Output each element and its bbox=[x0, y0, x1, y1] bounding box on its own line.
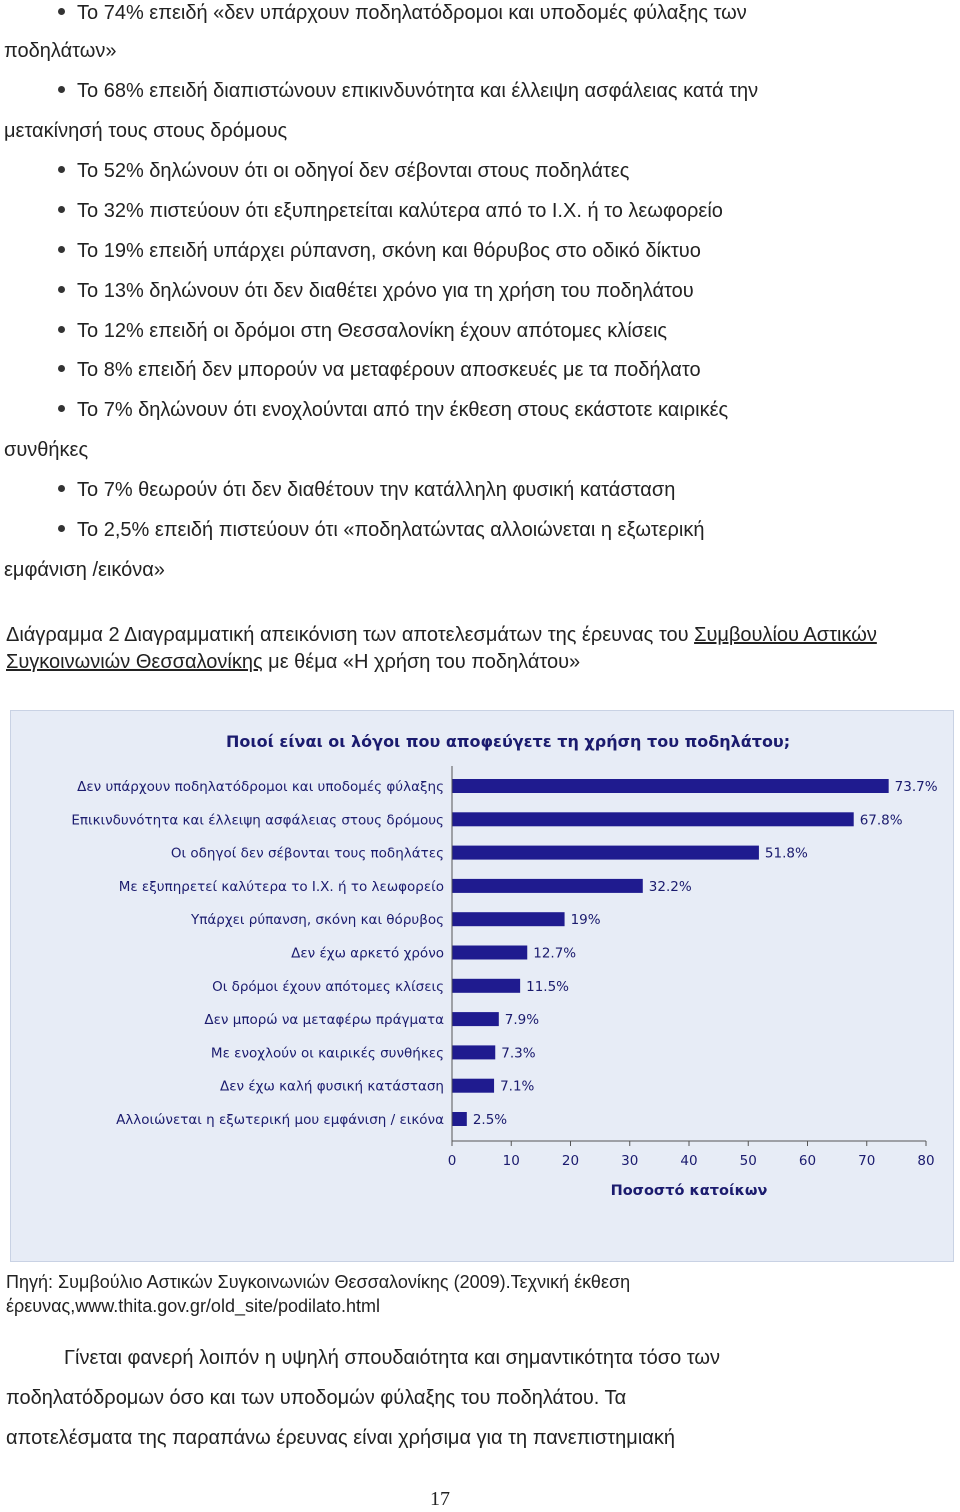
bar bbox=[452, 779, 889, 793]
category-label: Δεν υπάρχουν ποδηλατόδρομοι και υποδομές φύλαξης bbox=[77, 779, 444, 795]
category-label: Με ενοχλούν οι καιρικές συνθήκες bbox=[210, 1045, 444, 1062]
category-label: Επικινδυνότητα και έλλειψη ασφάλειας στους δρόμους bbox=[71, 812, 444, 829]
bullet-item: Το 74% επειδή «δεν υπάρχουν ποδηλατόδρομοι και υποδομές φύλαξης των bbox=[58, 0, 747, 26]
bar-chart-panel bbox=[10, 710, 954, 1262]
page-number: 17 bbox=[430, 1488, 450, 1510]
bar bbox=[452, 1045, 495, 1059]
bar bbox=[452, 879, 643, 893]
bar bbox=[452, 1012, 499, 1026]
bar bbox=[452, 979, 520, 993]
paragraph-line: ποδηλατόδρομων όσο και των υποδομών φύλαξης του ποδηλάτου. Τα bbox=[6, 1387, 627, 1409]
bullet-item: Το 12% επειδή οι δρόμοι στη Θεσσαλονίκη έχουν απότομες κλίσεις bbox=[58, 318, 667, 344]
category-label: Με εξυπηρετεί καλύτερα το Ι.Χ. ή το λεωφορείο bbox=[118, 878, 444, 895]
x-axis-label: Ποσοστό κατοίκων bbox=[610, 1183, 768, 1199]
caption-link[interactable]: Συμβουλίου Αστικών Συγκοινωνιών Θεσσαλονίκης bbox=[6, 624, 877, 673]
paragraph-line: αποτελέσματα της παραπάνω έρευνας είναι χρήσιμα για τη πανεπιστημιακή bbox=[6, 1427, 675, 1449]
bullet-item: Το 8% επειδή δεν μπορούν να μεταφέρουν αποσκευές με τα ποδήλατο bbox=[58, 357, 701, 383]
x-tick-label: 70 bbox=[858, 1153, 876, 1169]
bar bbox=[452, 946, 527, 960]
caption-text-end: με θέμα «Η χρήση του ποδηλάτου» bbox=[262, 651, 581, 673]
bullet-item: Το 13% δηλώνουν ότι δεν διαθέτει χρόνο για τη χρήση του ποδηλάτου bbox=[58, 278, 694, 304]
bullet-continuation: εμφάνιση /εικόνα» bbox=[4, 559, 165, 581]
bullet-item: Το 7% δηλώνουν ότι ενοχλούνται από την έκθεση στους εκάστοτε καιρικές bbox=[58, 397, 728, 423]
category-label: Αλλοιώνεται η εξωτερική μου εμφάνιση / εικόνα bbox=[116, 1112, 444, 1128]
data-label: 19% bbox=[570, 912, 601, 929]
x-tick-label: 50 bbox=[739, 1153, 757, 1169]
data-label: 51.8% bbox=[764, 845, 808, 862]
bullet-dot-icon bbox=[58, 405, 65, 412]
bar bbox=[452, 912, 565, 926]
data-label: 12.7% bbox=[533, 945, 577, 962]
category-label: Δεν έχω καλή φυσική κατάσταση bbox=[220, 1078, 444, 1095]
paragraph-line: Γίνεται φανερή λοιπόν η υψηλή σπουδαιότητα και σημαντικότητα τόσο των bbox=[64, 1347, 720, 1369]
figure-caption bbox=[6, 622, 936, 676]
bullet-dot-icon bbox=[58, 485, 65, 492]
category-label: Υπάρχει ρύπανση, σκόνη και θόρυβος bbox=[190, 912, 444, 929]
bullet-dot-icon bbox=[58, 246, 65, 253]
bullet-continuation: ποδηλάτων» bbox=[4, 40, 117, 62]
data-label: 7.3% bbox=[501, 1045, 536, 1062]
bar bbox=[452, 1112, 467, 1126]
bullet-item: Το 68% επειδή διαπιστώνουν επικινδυνότητα και έλλειψη ασφάλειας κατά την bbox=[58, 78, 758, 104]
bullet-dot-icon bbox=[58, 206, 65, 213]
data-label: 7.1% bbox=[500, 1078, 535, 1095]
bullet-dot-icon bbox=[58, 8, 65, 15]
bar bbox=[452, 812, 854, 826]
bar bbox=[452, 1079, 494, 1093]
x-tick-label: 40 bbox=[680, 1153, 698, 1169]
bullet-item: Το 7% θεωρούν ότι δεν διαθέτουν την κατάλληλη φυσική κατάσταση bbox=[58, 477, 675, 503]
category-label: Οι οδηγοί δεν σέβονται τους ποδηλάτες bbox=[170, 845, 444, 862]
bullet-continuation: συνθήκες bbox=[4, 439, 89, 461]
data-label: 73.7% bbox=[894, 779, 938, 795]
category-label: Οι δρόμοι έχουν απότομες κλίσεις bbox=[212, 978, 444, 995]
bullet-item: Το 2,5% επειδή πιστεύουν ότι «ποδηλατώντας αλλοιώνεται η εξωτερική bbox=[58, 517, 705, 543]
bullet-dot-icon bbox=[58, 326, 65, 333]
bullet-dot-icon bbox=[58, 525, 65, 532]
x-tick-label: 10 bbox=[502, 1153, 520, 1169]
bar bbox=[452, 846, 759, 860]
data-label: 67.8% bbox=[859, 812, 903, 829]
chart-title: Ποιοί είναι οι λόγοι που αποφεύγετε τη χρήση του ποδηλάτου; bbox=[226, 732, 791, 751]
x-tick-label: 80 bbox=[917, 1153, 935, 1169]
bullet-item: Το 32% πιστεύουν ότι εξυπηρετείται καλύτερα από το Ι.Χ. ή το λεωφορείο bbox=[58, 198, 723, 224]
x-tick-label: 0 bbox=[447, 1153, 457, 1169]
data-label: 7.9% bbox=[504, 1012, 540, 1029]
category-label: Δεν έχω αρκετό χρόνο bbox=[291, 945, 444, 962]
x-tick-label: 20 bbox=[561, 1153, 580, 1169]
x-tick-label: 30 bbox=[621, 1153, 639, 1169]
category-label: Δεν μπορώ να μεταφέρω πράγματα bbox=[204, 1012, 444, 1029]
bar-chart bbox=[11, 711, 953, 1261]
caption-text: Διάγραμμα 2 Διαγραμματική απεικόνιση των αποτελεσμάτων της έρευνας του bbox=[6, 624, 689, 646]
source-note: Πηγή: Συμβούλιο Αστικών Συγκοινωνιών Θεσσαλονίκης (2009).Τεχνική έκθεση έρευνας,www.thita.gov.gr/old_site/podilato.html bbox=[6, 1272, 631, 1316]
data-label: 2.5% bbox=[472, 1112, 508, 1128]
bullet-dot-icon bbox=[58, 166, 65, 173]
data-label: 11.5% bbox=[526, 978, 570, 995]
data-label: 32.2% bbox=[648, 878, 692, 895]
bullet-item: Το 19% επειδή υπάρχει ρύπανση, σκόνη και θόρυβος στο οδικό δίκτυο bbox=[58, 238, 701, 264]
bullet-continuation: μετακίνησή τους στους δρόμους bbox=[4, 120, 288, 142]
x-tick-label: 60 bbox=[798, 1153, 817, 1169]
bullet-dot-icon bbox=[58, 286, 65, 293]
bullet-dot-icon bbox=[58, 365, 65, 372]
bullet-dot-icon bbox=[58, 86, 65, 93]
bullet-item: Το 52% δηλώνουν ότι οι οδηγοί δεν σέβονται στους ποδηλάτες bbox=[58, 158, 629, 184]
